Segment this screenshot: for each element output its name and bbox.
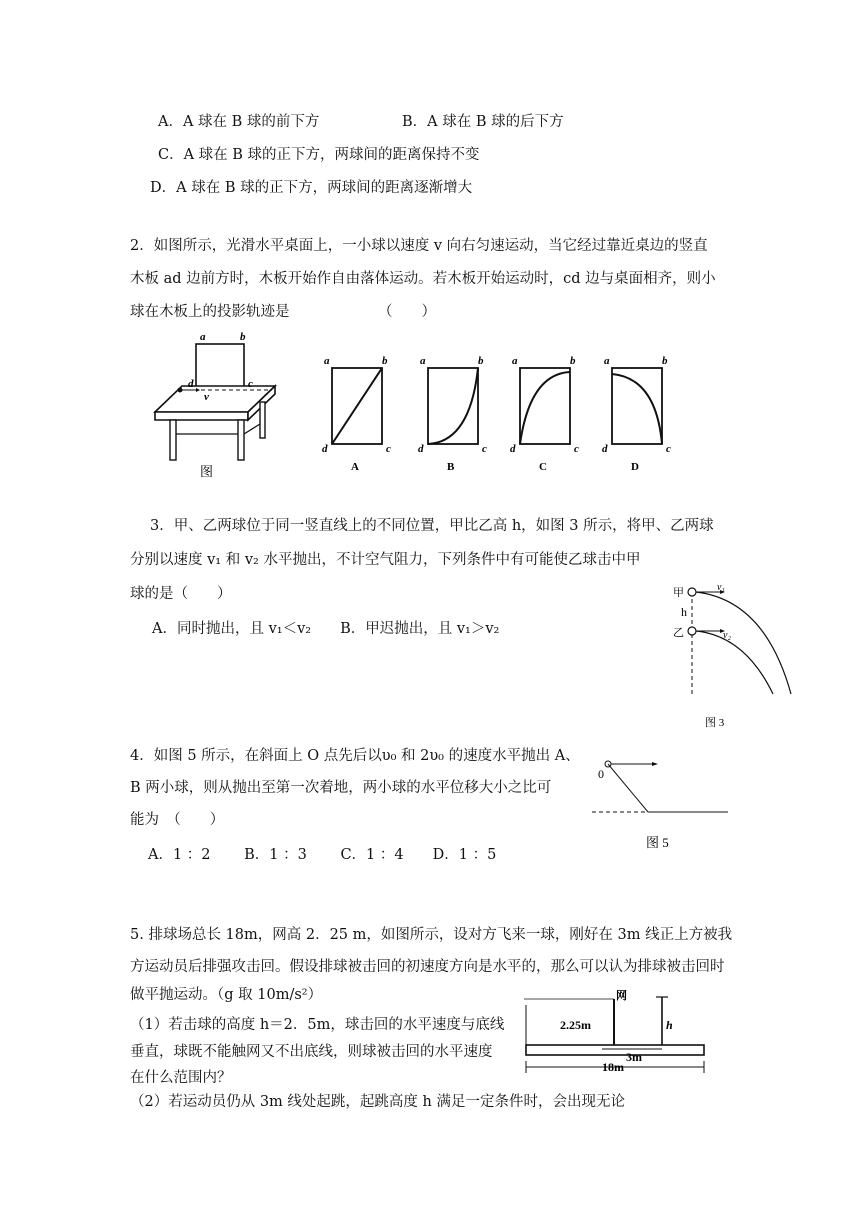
q1-option-c: C．A 球在 B 球的正下方，两球间的距离保持不变	[158, 147, 480, 163]
point-o-label: 0	[598, 767, 604, 781]
v1-label: v₁	[717, 582, 725, 593]
table-leg	[260, 402, 265, 438]
v2-label: v₂	[723, 630, 731, 641]
q2-text-line2: 木板 ad 边前方时，木板开始作自由落体运动。若木板开始运动时，cd 边与桌面相齐，则小	[130, 271, 716, 287]
q4-text-line1: 4．如图 5 所示，在斜面上 O 点先后以υ₀ 和 2υ₀ 的速度水平抛出 A、	[130, 748, 580, 764]
q3-figure	[665, 578, 800, 733]
q3-figure-caption: 图 3	[705, 717, 725, 729]
q5-sub1-line3: 在什么范围内？	[130, 1070, 232, 1086]
svg-text:a: a	[420, 355, 426, 367]
svg-text:d: d	[602, 443, 608, 455]
q4-text-line3: 能为 （ ）	[130, 812, 225, 828]
corner-c-label: c	[248, 378, 253, 390]
q3-text-line2: 分别以速度 v₁ 和 v₂ 水平抛出，不计空气阻力，下列条件中有可能使乙球击中甲	[130, 552, 641, 568]
svg-text:d: d	[510, 443, 516, 455]
q2-text-line3: 球在木板上的投影轨迹是	[130, 304, 290, 320]
q4-figure-caption: 图 5	[646, 835, 669, 850]
net-height-label: 2.25m	[560, 1018, 591, 1032]
q2-figure-caption: 图	[200, 464, 214, 479]
option-a-box	[322, 355, 391, 472]
table-leg	[170, 420, 176, 460]
three-meter-label: 3m	[626, 1050, 642, 1064]
svg-text:d: d	[322, 443, 328, 455]
q5-sub1-line1: （1）若击球的高度 h＝2．5m，球击回的水平速度与底线	[130, 1017, 505, 1033]
option-c-label: C	[539, 461, 547, 472]
q5-text-line2: 方运动员后排强攻击回。假设排球被击回的初速度方向是水平的，那么可以认为排球被击回时	[130, 959, 725, 975]
q5-text-line3: 做平抛运动。（g 取 10m/s²）	[130, 987, 323, 1003]
option-c-box	[510, 355, 579, 472]
svg-text:a: a	[324, 355, 330, 367]
jia-label: 甲	[673, 587, 684, 599]
q4-text-line2: B 两小球，则从抛出至第一次着地，两小球的水平位移大小之比可	[130, 780, 552, 796]
q2-table-figure	[150, 330, 285, 480]
svg-text:b: b	[570, 355, 576, 367]
svg-text:c: c	[386, 443, 391, 455]
net-label: 网	[616, 990, 627, 1002]
ball	[178, 388, 183, 393]
svg-text:c: c	[666, 443, 671, 455]
ball-jia	[688, 588, 696, 596]
q2-options-figure	[318, 352, 688, 472]
q5-figure	[520, 985, 710, 1080]
q5-sub2-line1: （2）若运动员仍从 3m 线处起跳，起跳高度 h 满足一定条件时，会出现无论	[130, 1094, 625, 1110]
q4-options: A．1 ：2 B．1 ：3 C．1 ：4 D．1 ：5	[148, 847, 497, 863]
svg-text:a: a	[604, 355, 610, 367]
q1-option-a: A．A 球在 B 球的前下方	[158, 114, 320, 130]
q4-figure	[588, 750, 733, 855]
q5-sub1-line2: 垂直，球既不能触网又不出底线，则球被击回的水平速度	[130, 1044, 493, 1060]
yi-label: 乙	[673, 627, 684, 639]
q3-options: A．同时抛出，且 v₁＜v₂ B．甲迟抛出，且 v₁＞v₂	[152, 621, 500, 637]
option-b-box	[418, 355, 487, 472]
svg-text:c: c	[482, 443, 487, 455]
q3-text-line3: 球的是（ ）	[130, 586, 232, 602]
q1-option-b: B．A 球在 B 球的后下方	[402, 114, 564, 130]
svg-text:c: c	[574, 443, 579, 455]
svg-text:a: a	[512, 355, 518, 367]
q2-answer-bracket: （ ）	[378, 304, 436, 320]
ball-yi	[688, 627, 696, 635]
q5-text-line1: 5. 排球场总长 18m，网高 2．25 m，如图所示，设对方飞来一球，刚好在 3m 线正上方被我	[130, 927, 733, 943]
court	[526, 1045, 704, 1055]
velocity-label: v	[204, 391, 209, 403]
h-label: h	[681, 605, 687, 619]
corner-a-label: a	[200, 331, 206, 343]
option-d-box	[602, 355, 671, 472]
q2-text-line1: 2．如图所示，光滑水平桌面上，一小球以速度 v 向右匀速运动，当它经过靠近桌边的竖直	[130, 238, 708, 254]
q3-text-line1: 3．甲、乙两球位于同一竖直线上的不同位置，甲比乙高 h，如图 3 所示，将甲、乙两球	[150, 518, 714, 534]
table-leg	[238, 420, 244, 460]
q1-option-d: D．A 球在 B 球的正下方，两球间的距离逐渐增大	[150, 180, 473, 196]
wooden-board	[196, 344, 244, 390]
svg-text:b: b	[382, 355, 388, 367]
height-h-label: h	[666, 1018, 673, 1032]
option-d-label: D	[631, 461, 639, 472]
svg-text:d: d	[418, 443, 424, 455]
court-length-label: 18m	[602, 1060, 624, 1074]
option-a-label: A	[351, 461, 359, 472]
corner-b-label: b	[240, 331, 246, 343]
svg-text:b: b	[662, 355, 668, 367]
option-b-label: B	[447, 461, 455, 472]
svg-text:b: b	[478, 355, 484, 367]
corner-d-label: d	[188, 378, 194, 390]
